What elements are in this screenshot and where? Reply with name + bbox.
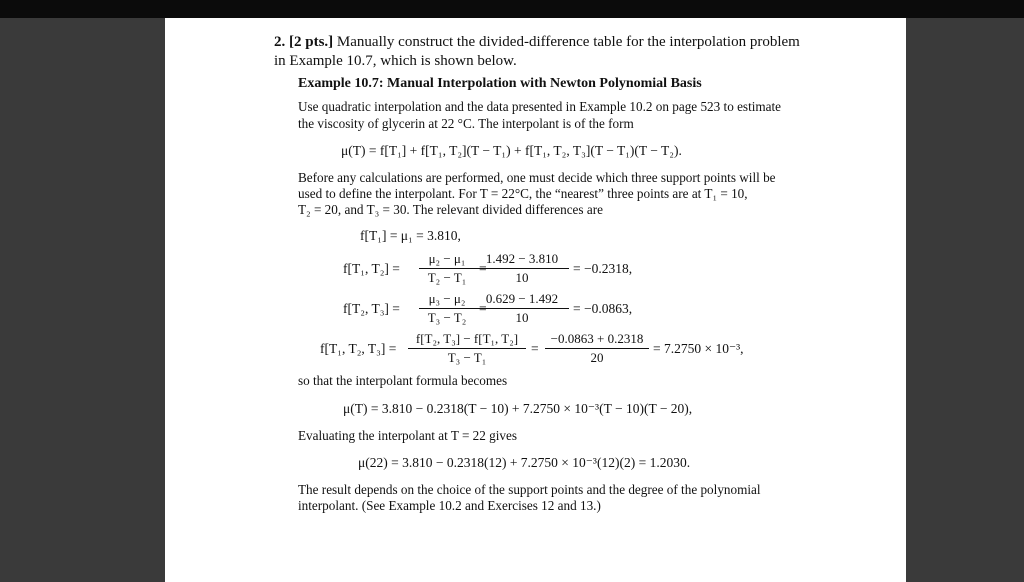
before-line-3: T₂ = 20, and T₃ = 30. The relevant divided differences are (298, 202, 603, 217)
intro-line-1: Use quadratic interpolation and the data presented in Example 10.2 on page 523 to estimate (298, 99, 782, 114)
dd3-numeric-fraction (475, 291, 569, 326)
question-line-1 (274, 34, 800, 51)
dd2-num: 1.492 − 3.810 (485, 251, 559, 266)
top-bar (0, 0, 1024, 18)
dd4-sym-num: f[T₂, T₃] − f[T₁, T₂] (415, 331, 519, 346)
dd2-lhs: f[T₁, T₂] = (343, 261, 400, 276)
dd2-numeric-fraction (475, 251, 569, 286)
example-title: Example 10.7: Manual Interpolation with Newton Polynomial Basis (298, 76, 702, 91)
dd3-num: 0.629 − 1.492 (485, 291, 559, 306)
dd4-lhs: f[T₁, T₂, T₃] = (320, 341, 397, 356)
dd4-sym-den: T₃ − T₁ (447, 350, 487, 365)
dd2-result: = −0.2318, (573, 261, 633, 276)
question-text-1: Manually construct the divided-difference table for the interpolation problem (336, 34, 800, 50)
dd3-lhs: f[T₂, T₃] = (343, 301, 400, 316)
dd3-den: 10 (515, 310, 529, 325)
evaluating-line: Evaluating the interpolant at T = 22 gives (298, 428, 518, 443)
so-that-line: so that the interpolant formula becomes (298, 373, 508, 388)
intro-line-2: the viscosity of glycerin at 22 °C. The interpolant is of the form (298, 116, 634, 131)
dd4-symbolic-fraction (408, 331, 526, 366)
question-line-2: in Example 10.7, which is shown below. (274, 53, 517, 69)
dd3-symbolic-fraction (419, 291, 475, 326)
dd2-symbolic-fraction (419, 251, 475, 286)
dd3-result: = −0.0863, (573, 301, 633, 316)
dd4-eq: = (531, 341, 539, 356)
dd2-den: 10 (515, 270, 529, 285)
before-line-1: Before any calculations are performed, one must decide which three support points will be (298, 170, 776, 185)
question-points: [2 pts.] (289, 34, 334, 50)
dd3-eq: = (479, 301, 487, 316)
dd4-result: = 7.2750 × 10⁻³, (653, 341, 744, 356)
interpolant-form-equation: μ(T) = f[T₁] + f[T₁, T₂](T − T₁) + f[T₁, T₂, T₃](T − T₁)(T − T₂). (341, 143, 682, 158)
question-number: 2. (274, 34, 286, 50)
dd3-sym-num: μ₃ − μ₂ (428, 291, 466, 306)
result-line-2: interpolant. (See Example 10.2 and Exercises 12 and 13.) (298, 498, 601, 513)
dd4-den: 20 (590, 350, 604, 365)
dd4-num: −0.0863 + 0.2318 (550, 331, 644, 346)
before-line-2: used to define the interpolant. For T = 22°C, the “nearest” three points are at T₁ = 10, (298, 186, 748, 201)
dd3-sym-den: T₃ − T₂ (427, 310, 467, 325)
divided-difference-1: f[T₁] = μ₁ = 3.810, (360, 228, 461, 243)
document-page (165, 18, 906, 582)
dd2-sym-den: T₂ − T₁ (427, 270, 467, 285)
dd2-eq: = (479, 261, 487, 276)
result-line-1: The result depends on the choice of the support points and the degree of the polynomial (298, 482, 761, 497)
dd4-numeric-fraction (545, 331, 649, 366)
interpolant-formula: μ(T) = 3.810 − 0.2318(T − 10) + 7.2750 × 10⁻³(T − 10)(T − 20), (343, 401, 693, 416)
evaluation-equation: μ(22) = 3.810 − 0.2318(12) + 7.2750 × 10⁻³(12)(2) = 1.2030. (358, 455, 691, 470)
dd2-sym-num: μ₂ − μ₁ (428, 251, 466, 266)
